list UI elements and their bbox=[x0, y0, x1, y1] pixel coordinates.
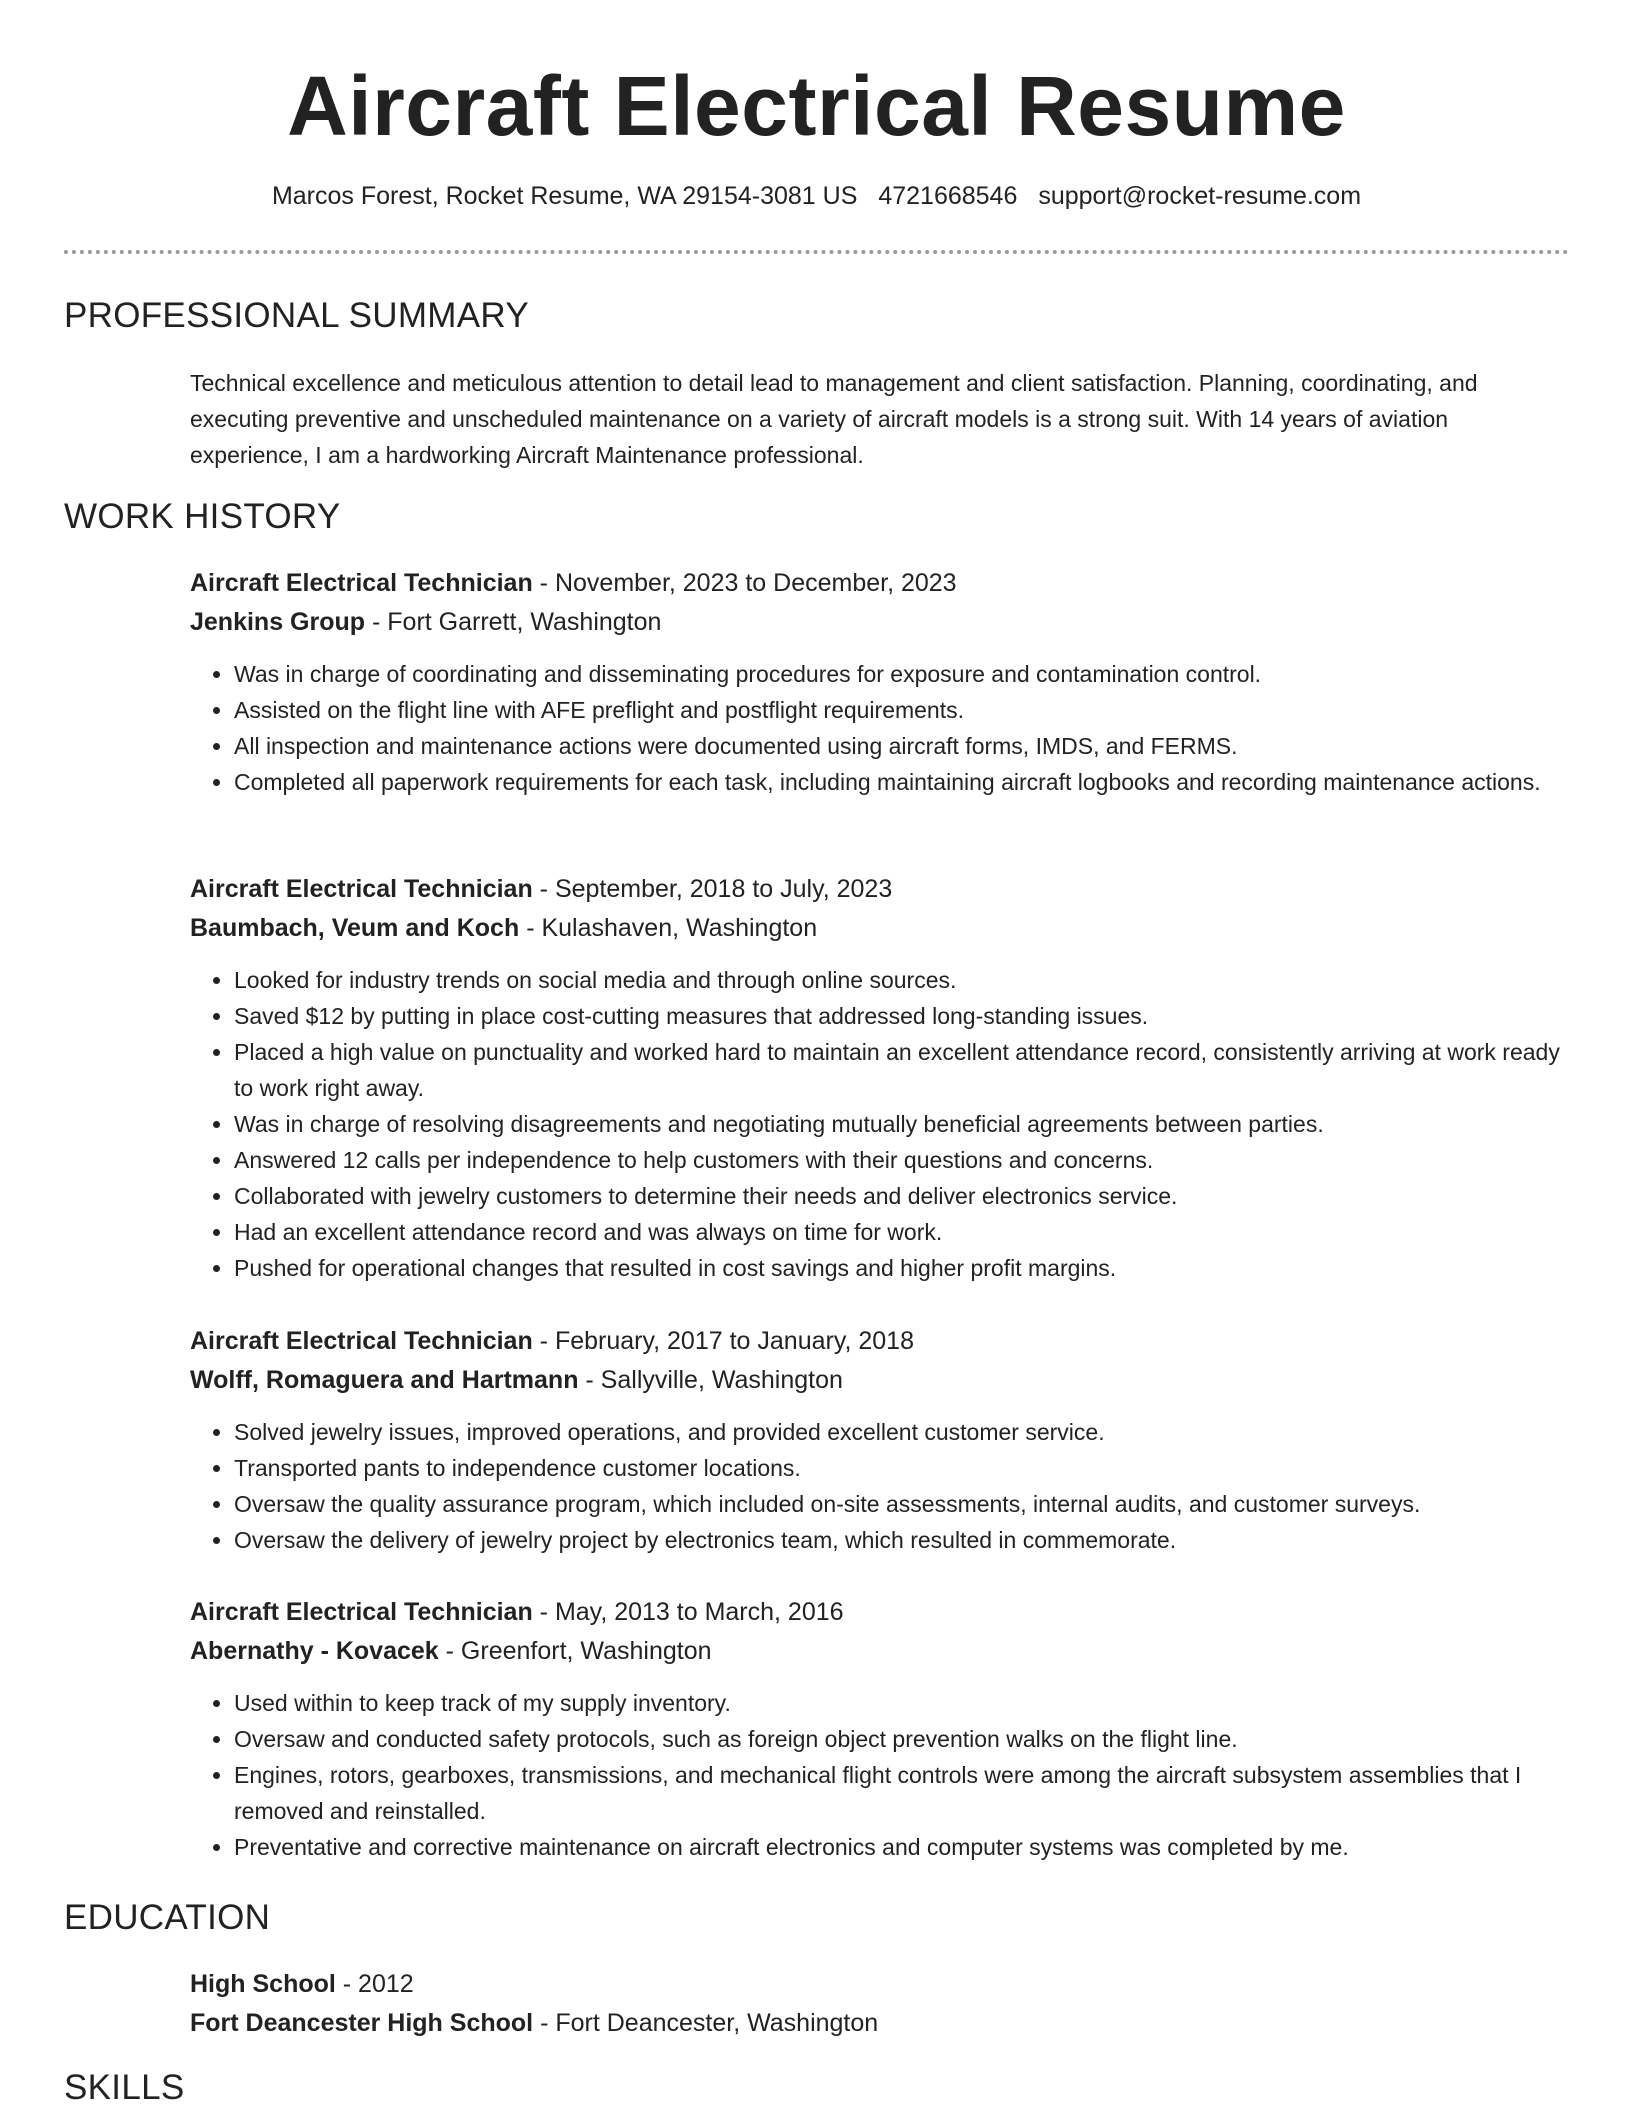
job-bullets bbox=[190, 1414, 1570, 1558]
job-company: Baumbach, Veum and Koch bbox=[190, 914, 520, 942]
education-degree-line bbox=[190, 1965, 1570, 2004]
education-heading: EDUCATION bbox=[64, 1898, 271, 1937]
education-school: Fort Deancester High School bbox=[190, 2009, 534, 2037]
job-title-line bbox=[190, 870, 1570, 909]
bullet-item: • Placed a high value on punctuality and worked hard to maintain an excellent attendance record, consistently arriving at work ready to work right away. bbox=[234, 1034, 1570, 1106]
summary-heading: PROFESSIONAL SUMMARY bbox=[64, 296, 529, 335]
bullet-item: • Pushed for operational changes that resulted in cost savings and higher profit margins. bbox=[234, 1250, 1570, 1286]
contact-address: Marcos Forest, Rocket Resume, WA 29154-3081 US bbox=[271, 182, 858, 210]
education-location: - Fort Deancester, Washington bbox=[533, 2009, 879, 2037]
job-title: Aircraft Electrical Technician bbox=[190, 875, 533, 903]
job-bullets bbox=[190, 1685, 1570, 1865]
bullet-item: • Assisted on the flight line with AFE preflight and postflight requirements. bbox=[234, 692, 1570, 728]
job-company: Abernathy - Kovacek bbox=[190, 1637, 439, 1665]
bullet-item: • Solved jewelry issues, improved operations, and provided excellent customer service. bbox=[234, 1414, 1570, 1450]
bullet-item: • Oversaw the delivery of jewelry project by electronics team, which resulted in commemorate. bbox=[234, 1522, 1570, 1558]
resume-title: Aircraft Electrical Resume bbox=[287, 59, 1346, 153]
education-degree: High School bbox=[190, 1970, 336, 1998]
job-entry bbox=[190, 1593, 1570, 1865]
job-dates: - September, 2018 to July, 2023 bbox=[532, 875, 893, 903]
job-location: - Kulashaven, Washington bbox=[519, 914, 818, 942]
job-entry bbox=[190, 870, 1570, 1286]
bullet-item: • Was in charge of resolving disagreements and negotiating mutually beneficial agreements between parties. bbox=[234, 1106, 1570, 1142]
job-title-line bbox=[190, 1593, 1570, 1632]
work-history-heading: WORK HISTORY bbox=[64, 497, 341, 536]
bullet-item: • Answered 12 calls per independence to help customers with their questions and concerns. bbox=[234, 1142, 1570, 1178]
job-company-line bbox=[190, 909, 1570, 948]
bullet-item: • Completed all paperwork requirements for each task, including maintaining aircraft logbooks and recording maintenance actions. bbox=[234, 764, 1570, 800]
bullet-item: • Had an excellent attendance record and was always on time for work. bbox=[234, 1214, 1570, 1250]
bullet-item: • Looked for industry trends on social media and through online sources. bbox=[234, 962, 1570, 998]
skills-heading: SKILLS bbox=[64, 2068, 185, 2107]
bullet-item: • Collaborated with jewelry customers to determine their needs and deliver electronics service. bbox=[234, 1178, 1570, 1214]
job-entry bbox=[190, 564, 1570, 800]
contact-phone: 4721668546 bbox=[878, 182, 1018, 210]
job-location: - Fort Garrett, Washington bbox=[365, 608, 662, 636]
contact-line bbox=[64, 182, 1569, 211]
contact-email: support@rocket-resume.com bbox=[1038, 182, 1362, 210]
bullet-item: • Preventative and corrective maintenance on aircraft electronics and computer systems was completed by me. bbox=[234, 1829, 1570, 1865]
bullet-item: • Saved $12 by putting in place cost-cutting measures that addressed long-standing issues. bbox=[234, 998, 1570, 1034]
education-entry bbox=[190, 1965, 1570, 2043]
bullet-item: • All inspection and maintenance actions were documented using aircraft forms, IMDS, and FERMS. bbox=[234, 728, 1570, 764]
job-company-line bbox=[190, 603, 1570, 642]
bullet-item: • Oversaw and conducted safety protocols, such as foreign object prevention walks on the flight line. bbox=[234, 1721, 1570, 1757]
job-entry bbox=[190, 1322, 1570, 1558]
job-company: Jenkins Group bbox=[190, 608, 366, 636]
bullet-item: • Oversaw the quality assurance program, which included on-site assessments, internal audits, and customer surveys. bbox=[234, 1486, 1570, 1522]
job-title-line bbox=[190, 1322, 1570, 1361]
job-dates: - February, 2017 to January, 2018 bbox=[532, 1327, 914, 1355]
bullet-item: • Was in charge of coordinating and disseminating procedures for exposure and contamination control. bbox=[234, 656, 1570, 692]
job-company: Wolff, Romaguera and Hartmann bbox=[190, 1366, 579, 1394]
job-dates: - May, 2013 to March, 2016 bbox=[532, 1598, 844, 1626]
job-title-line bbox=[190, 564, 1570, 603]
bullet-item: • Engines, rotors, gearboxes, transmissions, and mechanical flight controls were among the aircraft subsystem assemblies that I removed and reinstalled. bbox=[234, 1757, 1570, 1829]
bullet-item: • Transported pants to independence customer locations. bbox=[234, 1450, 1570, 1486]
job-bullets bbox=[190, 656, 1570, 800]
education-year: - 2012 bbox=[335, 1970, 414, 1998]
education-school-line bbox=[190, 2004, 1570, 2043]
job-company-line bbox=[190, 1361, 1570, 1400]
summary-text: Technical excellence and meticulous attention to detail lead to management and client satisfaction. Planning, coordinating, and executing preventive and unscheduled maintenance on a variety of aircraft models is a strong suit. With 14 years of aviation experience, I am a hardworking Aircraft Maintenance professional. bbox=[190, 370, 1478, 468]
job-bullets bbox=[190, 962, 1570, 1286]
job-location: - Sallyville, Washington bbox=[578, 1366, 843, 1394]
job-title: Aircraft Electrical Technician bbox=[190, 1327, 533, 1355]
header-divider bbox=[64, 250, 1569, 254]
job-location: - Greenfort, Washington bbox=[438, 1637, 712, 1665]
bullet-item: • Used within to keep track of my supply inventory. bbox=[234, 1685, 1570, 1721]
job-dates: - November, 2023 to December, 2023 bbox=[532, 569, 957, 597]
job-title: Aircraft Electrical Technician bbox=[190, 569, 533, 597]
job-company-line bbox=[190, 1632, 1570, 1671]
job-title: Aircraft Electrical Technician bbox=[190, 1598, 533, 1626]
